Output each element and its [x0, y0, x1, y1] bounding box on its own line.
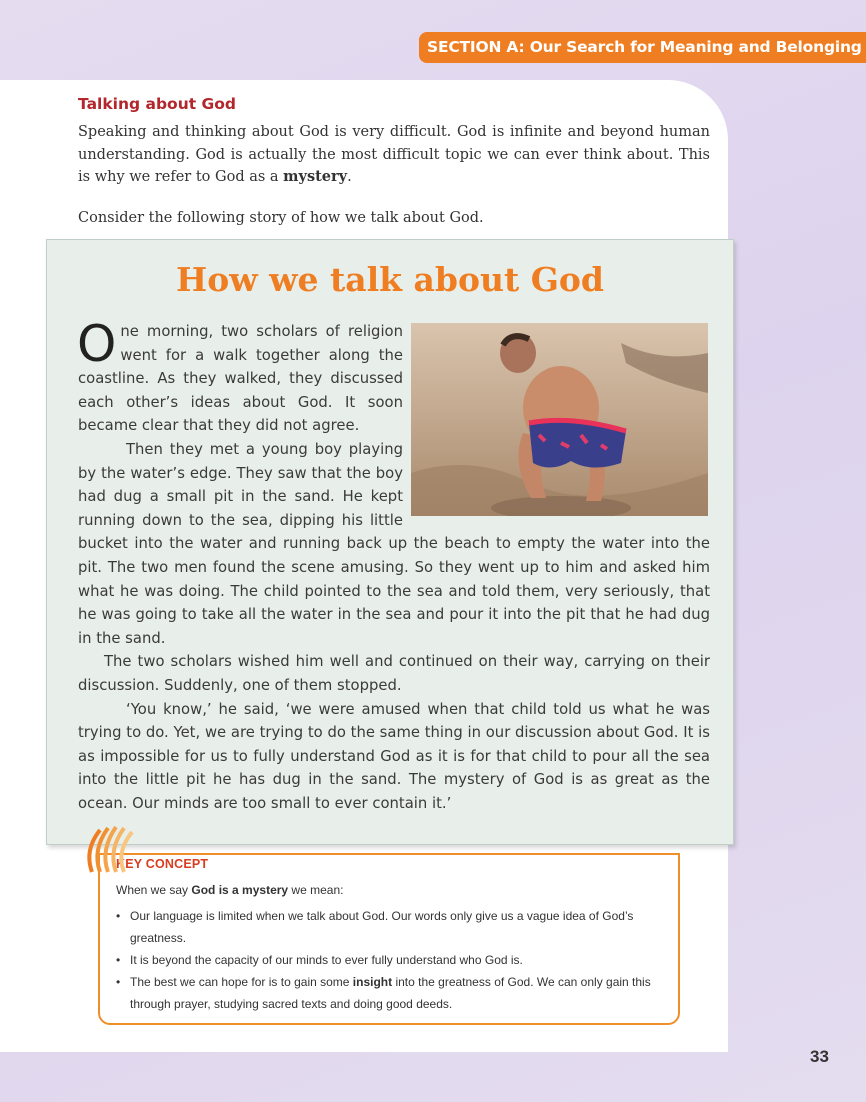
key-concept-icon	[82, 822, 138, 874]
key-lead-text: When we say	[116, 883, 192, 897]
intro-text: Speaking and thinking about God is very difficult. God is infinite and beyond human understanding. God is actually the most difficult topic we can ever think about. This is why we refer to God as a	[78, 124, 710, 185]
key-concept-title: KEY CONCEPT	[116, 857, 209, 871]
key-concept-box	[98, 853, 680, 1025]
section-banner: SECTION A: Our Search for Meaning and Belonging	[419, 32, 866, 63]
key-concept-lead	[116, 883, 676, 897]
key-item3-text: The best we can hope for is to gain some	[130, 975, 353, 989]
intro-keyword: mystery	[283, 168, 348, 185]
key-item3-bold: insight	[352, 975, 393, 989]
drop-cap: O	[77, 315, 117, 373]
intro-text-end: .	[347, 169, 352, 185]
story-paragraph-2: Then they met a young boy playing by the water’s edge. They saw that the boy had dug a small pit in the sand. He kept running down to the sea, dipping his little bucket into the water and running back up the beach to empty the water into the pit. The two men found the scene amusing. So they went up to him and asked him what he was doing. The child pointed to the sea and told them, very seriously, that he was going to take all the water in the sea and pour it into the pit that he had dug in the sand.	[78, 440, 710, 647]
key-concept-list	[114, 905, 674, 1015]
boy-on-beach-illustration	[411, 323, 708, 516]
story-title: How we talk about God	[176, 260, 604, 299]
story-text	[77, 315, 710, 815]
page-number: 33	[810, 1047, 829, 1066]
key-concept-item-3	[114, 971, 674, 1015]
story-box	[46, 239, 734, 845]
story-paragraph-1-text: ne morning, two scholars of religion went for a walk together along the coastline. As they walked, they discussed each other’s ideas about God. It soon became clear that they did not agree.	[78, 323, 403, 435]
key-item3-end: into the greatness of God. We can only gain this through prayer, studying sacred texts and doing good deeds.	[130, 975, 651, 1011]
key-lead-bold: God is a mystery	[191, 883, 289, 897]
story-paragraph-4: ‘You know,’ he said, ‘we were amused when that child told us what he was trying to do. Yet, we are trying to do the same thing in our discussion about God. It is as impossible for us to fully understand God as it is for that child to pour all the sea into the little pit he has dug in the sand. The mystery of God is as great as the ocean. Our minds are too small to ever contain it.’	[78, 700, 710, 812]
key-concept-item-1: • Our language is limited when we talk about God. Our words only give us a vague idea of God’s greatness.	[114, 905, 674, 949]
intro-paragraph	[78, 121, 710, 189]
story-paragraph-3: The two scholars wished him well and continued on their way, carrying on their discussion. Suddenly, one of them stopped.	[78, 653, 710, 694]
section-heading: Talking about God	[78, 95, 237, 113]
key-lead-end: we mean:	[288, 883, 344, 897]
key-concept-item-2: • It is beyond the capacity of our minds to ever fully understand who God is.	[114, 949, 674, 971]
key-concept-top-border	[98, 853, 680, 855]
consider-paragraph: Consider the following story of how we talk about God.	[78, 210, 484, 226]
boy-on-beach-photo	[411, 323, 708, 516]
